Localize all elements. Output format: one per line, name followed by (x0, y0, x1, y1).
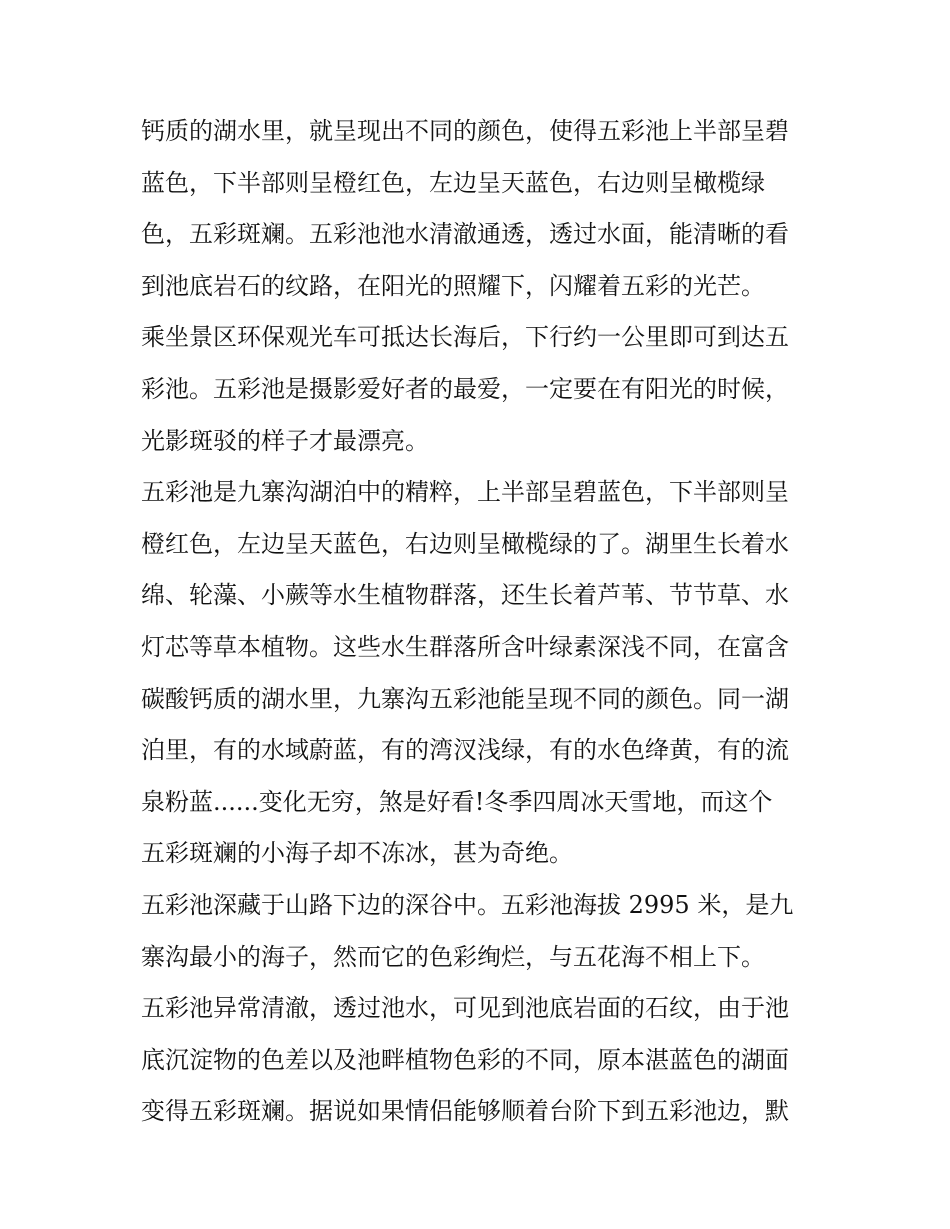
text-line: 五彩池异常清澈，透过池水，可见到池底岩面的石纹，由于池 (141, 994, 789, 1023)
paragraph-3 (141, 467, 813, 880)
text-line: 底沉淀物的色差以及池畔植物色彩的不同，原本湛蓝色的湖面 (141, 1045, 789, 1074)
text-line: 到池底岩石的纹路，在阳光的照耀下，闪耀着五彩的光芒。 (141, 271, 765, 300)
text-line: 五彩斑斓的小海子却不冻冰，甚为奇绝。 (141, 839, 573, 868)
text-line: 灯芯等草本植物。这些水生群落所含叶绿素深浅不同，在富含 (141, 632, 789, 661)
text-line: 变得五彩斑斓。据说如果情侣能够顺着台阶下到五彩池边，默 (141, 1097, 789, 1126)
text-line: 泊里，有的水域蔚蓝，有的湾汊浅绿，有的水色绛黄，有的流 (141, 736, 789, 765)
text-line: 色，五彩斑斓。五彩池池水清澈通透，透过水面，能清晰的看 (141, 220, 789, 249)
text-line: 五彩池深藏于山路下边的深谷中。五彩池海拔 2995 米，是九 (141, 890, 794, 919)
text-line: 光影斑驳的样子才最漂亮。 (141, 426, 429, 455)
document-body (141, 106, 813, 1138)
text-line: 钙质的湖水里，就呈现出不同的颜色，使得五彩池上半部呈碧 (141, 117, 789, 145)
paragraph-5 (141, 983, 813, 1138)
text-line: 泉粉蓝......变化无穷，煞是好看!冬季四周冰天雪地，而这个 (141, 787, 773, 816)
paragraph-2 (141, 312, 813, 467)
text-line: 蓝色，下半部则呈橙红色，左边呈天蓝色，右边则呈橄榄绿 (141, 168, 765, 197)
text-line: 碳酸钙质的湖水里，九寨沟五彩池能呈现不同的颜色。同一湖 (141, 684, 789, 713)
text-line: 彩池。五彩池是摄影爱好者的最爱，一定要在有阳光的时候， (141, 374, 789, 403)
text-line: 五彩池是九寨沟湖泊中的精粹，上半部呈碧蓝色，下半部则呈 (141, 478, 789, 507)
text-line: 橙红色，左边呈天蓝色，右边则呈橄榄绿的了。湖里生长着水 (141, 529, 789, 558)
paragraph-1 (141, 106, 813, 312)
paragraph-4 (141, 880, 813, 983)
text-line: 寨沟最小的海子，然而它的色彩绚烂，与五花海不相上下。 (141, 942, 765, 971)
text-line: 乘坐景区环保观光车可抵达长海后，下行约一公里即可到达五 (141, 323, 789, 352)
text-line: 绵、轮藻、小蕨等水生植物群落，还生长着芦苇、节节草、水 (141, 581, 789, 610)
